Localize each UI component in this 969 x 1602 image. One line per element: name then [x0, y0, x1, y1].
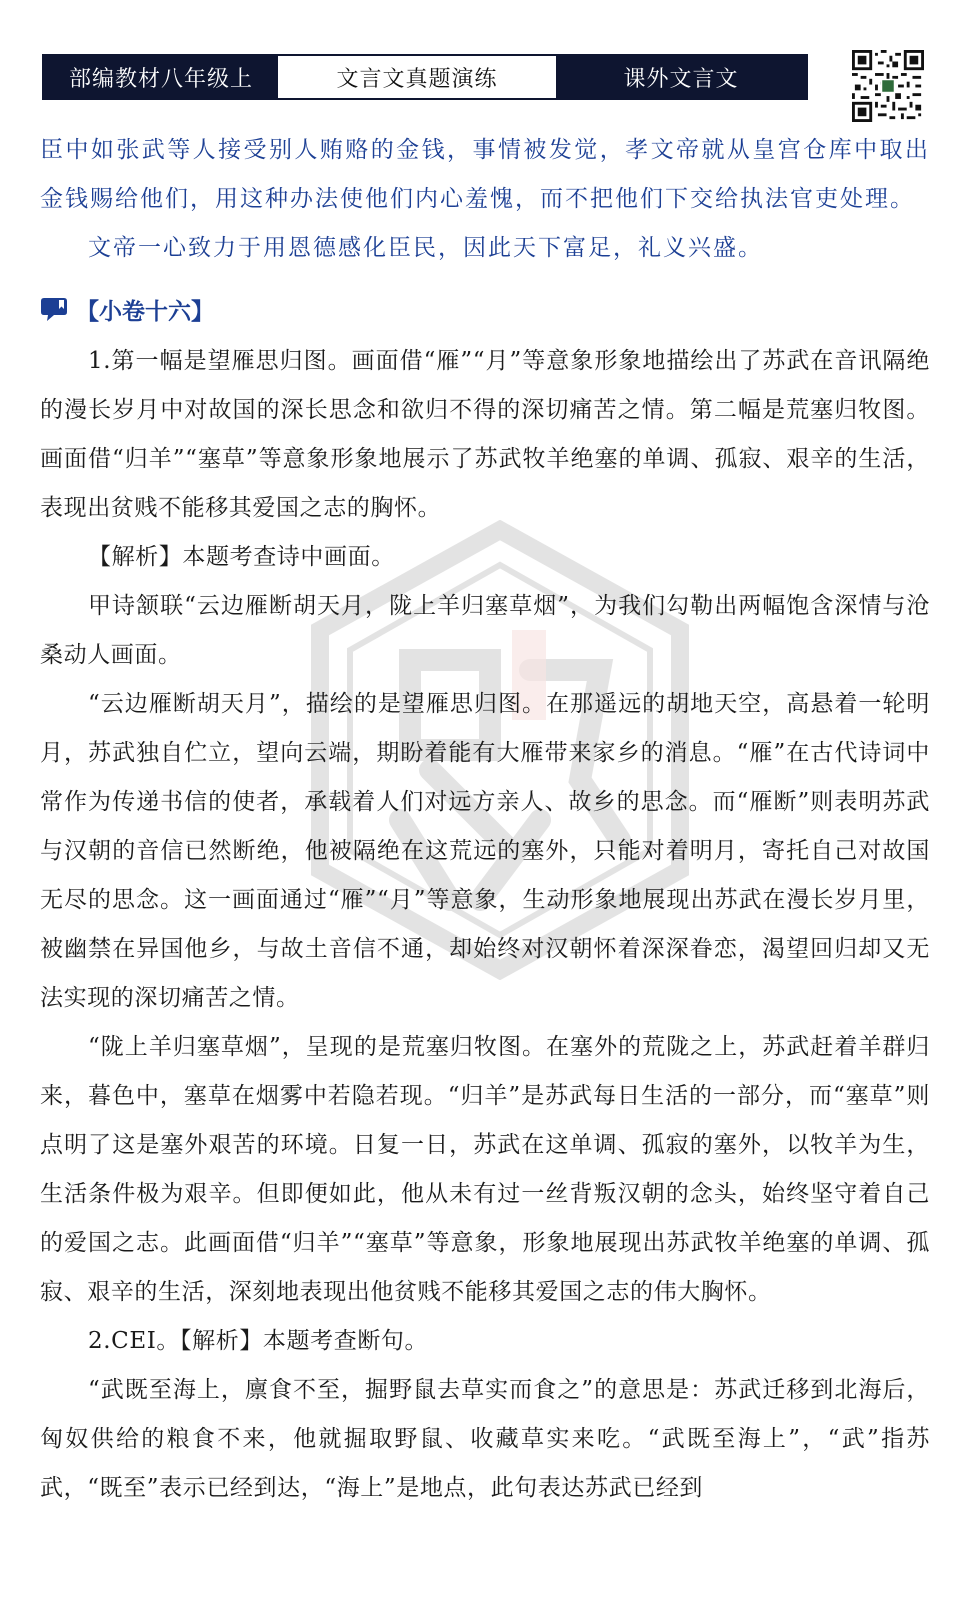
analysis-paragraph: “武既至海上，廪食不至，掘野鼠去草实而食之”的意思是：苏武迁移到北海后，匈奴供给的粮食不来，他就掘取野鼠、收藏草实来吃。“武既至海上”，“武”指苏武，“既至”表示已经到达，“海上”是地点，此句表达苏武已经到	[40, 1377, 930, 1501]
header-bar	[42, 54, 808, 100]
bookmark-chat-icon	[40, 296, 70, 322]
analysis-paragraph: 【解析】本题考查诗中画面。	[88, 544, 395, 570]
analysis-paragraph: “陇上羊归塞草烟”，呈现的是荒塞归牧图。在塞外的荒陇之上，苏武赶着羊群归来，暮色中，塞草在烟雾中若隐若现。“归羊”是苏武每日生活的一部分，而“塞草”则点明了这是塞外艰苦的环境。日复一日，苏武在这单调、孤寂的塞外，以牧羊为生，生活条件极为艰辛。但即便如此，他从未有过一丝背叛汉朝的念头，始终坚守着自己的爱国之志。此画面借“归羊”“塞草”等意象，形象地展现出苏武牧羊绝塞的单调、孤寂、艰辛的生活，深刻地表现出他贫贱不能移其爱国之志的伟大胸怀。	[40, 1034, 930, 1305]
analysis-paragraph: 甲诗颔联“云边雁断胡天月，陇上羊归塞草烟”，为我们勾勒出两幅饱含深情与沧桑动人画面。	[40, 593, 930, 668]
intro-paragraph-1: 臣中如张武等人接受别人贿赂的金钱，事情被发觉，孝文帝就从皇宫仓库中取出金钱赐给他们，用这种办法使他们内心羞愧，而不把他们下交给执法官吏处理。	[40, 137, 930, 212]
section-title: 【小卷十六】	[76, 298, 214, 325]
section-heading	[40, 283, 930, 335]
header-category-label: 课外文言文	[556, 56, 806, 98]
qr-code-icon[interactable]	[852, 50, 924, 122]
header-grade-label: 部编教材八年级上	[44, 56, 278, 98]
intro-paragraph-2: 文帝一心致力于用恩德感化臣民，因此天下富足，礼义兴盛。	[88, 235, 763, 261]
analysis-paragraph: “云边雁断胡天月”，描绘的是望雁思归图。在那遥远的胡地天空，高悬着一轮明月，苏武独自伫立，望向云端，期盼着能有大雁带来家乡的消息。“雁”在古代诗词中常作为传递书信的使者，承载着人们对远方亲人、故乡的思念。而“雁断”则表明苏武与汉朝的音信已然断绝，他被隔绝在这荒远的塞外，只能对着明月，寄托自己对故国无尽的思念。这一画面通过“雁”“月”等意象，生动形象地展现出苏武在漫长岁月里，被幽禁在异国他乡，与故土音信不通，却始终对汉朝怀着深深眷恋，渴望回归却又无法实现的深切痛苦之情。	[40, 691, 930, 1011]
answer-paragraph: 1.第一幅是望雁思归图。画面借“雁”“月”等意象形象地描绘出了苏武在音讯隔绝的漫长岁月中对故国的深长思念和欲归不得的深切痛苦之情。第二幅是荒塞归牧图。画面借“归羊”“塞草”等意象形象地展示了苏武牧羊绝塞的单调、孤寂、艰辛的生活，表现出贫贱不能移其爱国之志的胸怀。	[40, 348, 930, 521]
header-title: 文言文真题演练	[278, 56, 556, 98]
page-content	[40, 126, 930, 1513]
answer-paragraph: 2.CEI。【解析】本题考查断句。	[88, 1328, 429, 1354]
